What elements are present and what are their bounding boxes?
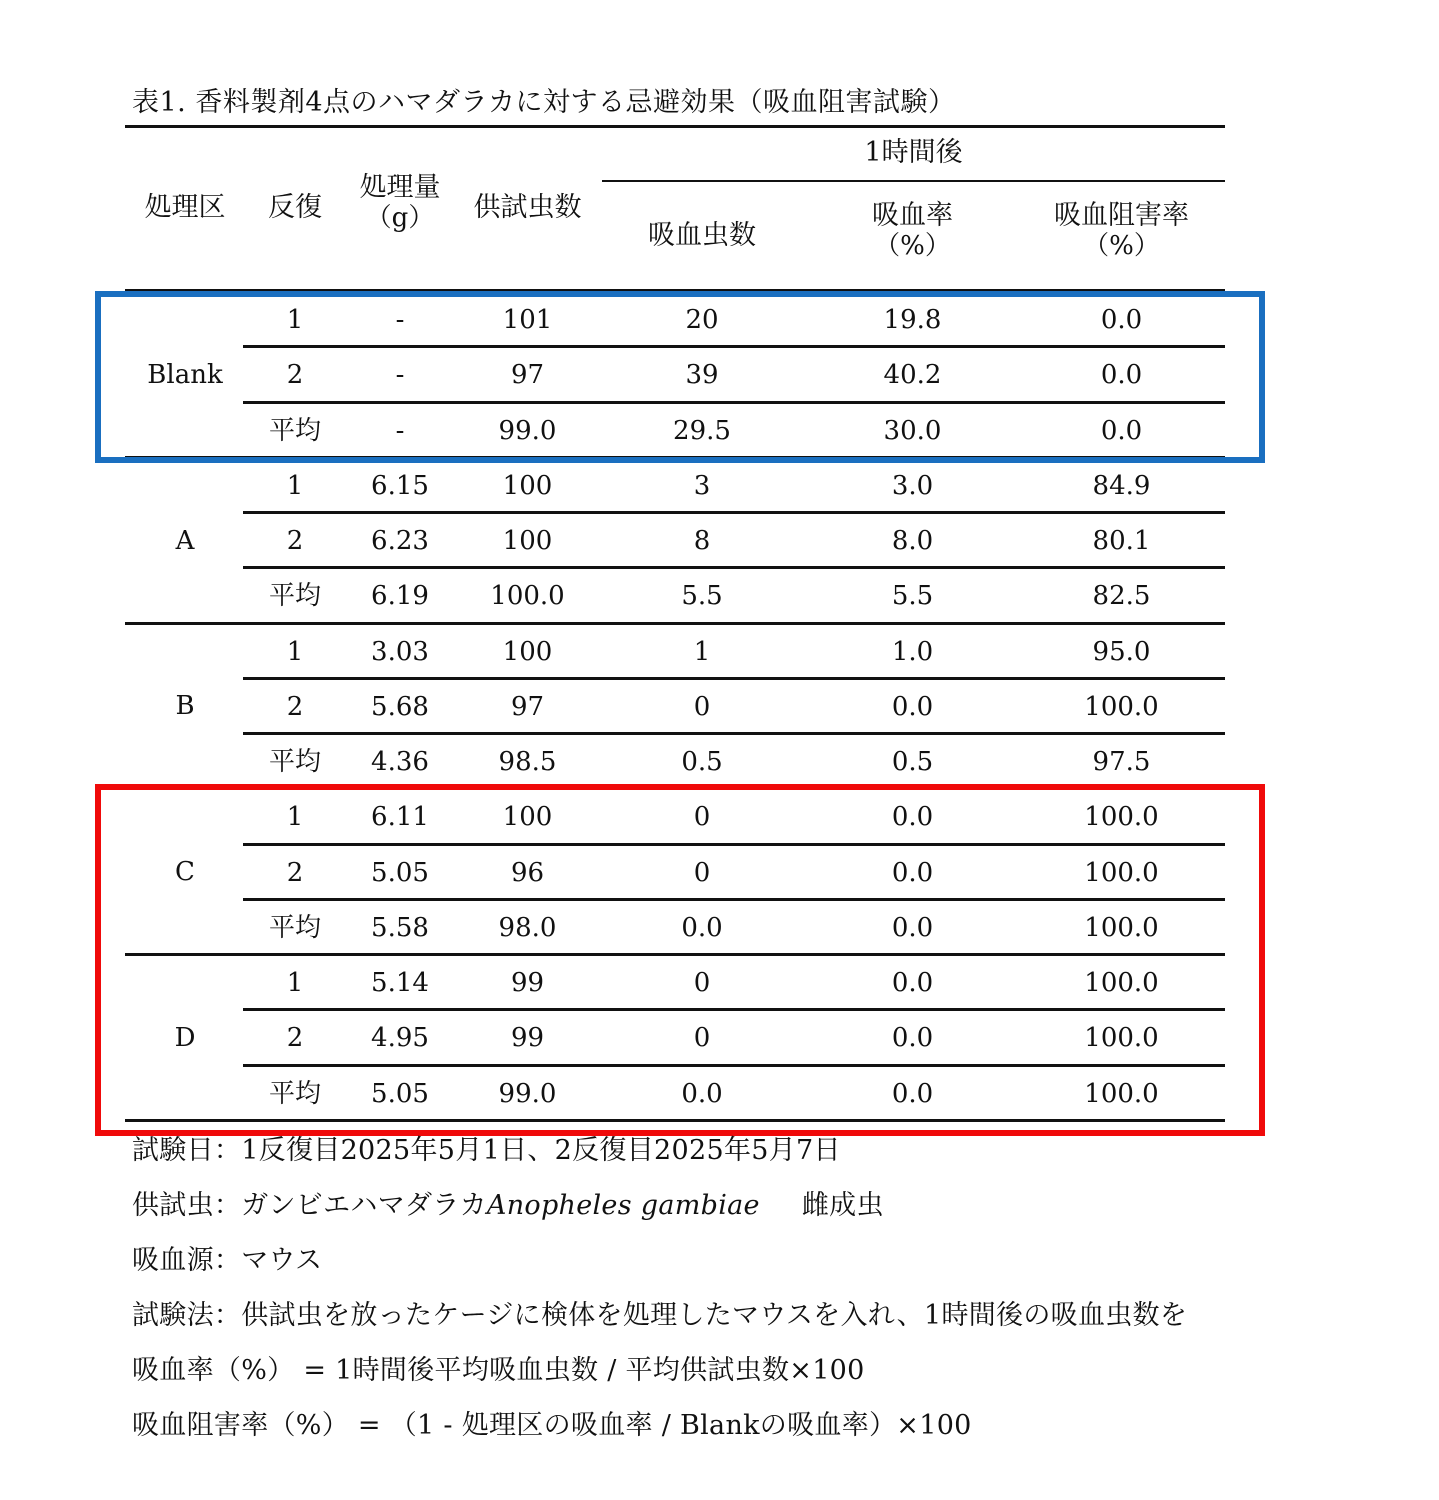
cell-fed: 0.0 (681, 1078, 723, 1109)
group-label: Blank (147, 359, 223, 390)
cell-rep: 1 (286, 802, 304, 833)
cell-amount: 3.03 (371, 636, 429, 667)
cell-inhibition: 82.5 (1092, 581, 1151, 612)
table-title: 表1. 香料製剤4点のハマダラカに対する忌避効果（吸血阻害試験） (132, 87, 956, 118)
cell-tested: 96 (510, 857, 545, 888)
header-fed: 吸血虫数 (648, 220, 756, 251)
cell-rate: 19.8 (883, 305, 942, 335)
cell-amount: 4.95 (371, 1023, 429, 1054)
cell-rate: 0.0 (891, 802, 934, 833)
cell-tested: 100.0 (490, 581, 565, 612)
group-label: B (175, 691, 195, 722)
cell-tested: 100 (502, 526, 553, 556)
cell-fed: 0 (693, 1023, 711, 1054)
note-insect-sex: 雌成虫 (801, 1190, 884, 1221)
cell-rate: 3.0 (891, 470, 934, 501)
note-method: 試験法：供試虫を放ったケージに検体を処理したマウスを入れ、1時間後の吸血虫数を (132, 1300, 1188, 1331)
header-rate-label: 吸血率 (872, 200, 953, 231)
cell-amount: 5.68 (371, 691, 429, 722)
cell-fed: 1 (693, 636, 711, 667)
group-separator-rule (125, 622, 1225, 625)
cell-rate: 1.0 (891, 636, 934, 667)
cell-rep: 平均 (268, 415, 321, 446)
cell-tested: 97 (510, 691, 545, 722)
cell-rate: 30.0 (883, 415, 942, 446)
cell-rate: 0.0 (891, 1023, 934, 1054)
cell-inhibition: 100.0 (1084, 691, 1159, 722)
group-label: A (175, 525, 195, 556)
cell-amount: 5.58 (371, 912, 429, 943)
cell-rep: 1 (286, 968, 304, 998)
cell-inhibition: 100.0 (1084, 912, 1159, 943)
cell-rep: 2 (286, 360, 304, 391)
cell-tested: 98.5 (498, 747, 557, 777)
header-after: 1時間後 (864, 137, 963, 168)
cell-tested: 98.0 (498, 912, 557, 943)
cell-inhibition: 0.0 (1100, 305, 1143, 335)
cell-rep: 1 (286, 470, 304, 501)
cell-rep: 2 (286, 526, 304, 556)
cell-amount: 5.14 (371, 968, 429, 998)
cell-amount: - (395, 415, 405, 446)
row-separator-rule (243, 677, 1225, 680)
row-separator-rule (243, 732, 1225, 735)
cell-rep: 1 (286, 305, 304, 335)
cell-amount: 6.19 (371, 581, 429, 612)
cell-inhibition: 100.0 (1084, 968, 1159, 998)
cell-fed: 0 (693, 857, 711, 888)
cell-inhibition: 0.0 (1100, 360, 1143, 391)
cell-fed: 0 (693, 802, 711, 833)
cell-rep: 平均 (268, 581, 321, 612)
note-inhibition-formula: 吸血阻害率（%） = （1 - 処理区の吸血率 / Blankの吸血率）×100 (132, 1410, 972, 1441)
cell-inhibition: 100.0 (1084, 1023, 1159, 1054)
top-rule (125, 125, 1225, 128)
group-label: D (174, 1022, 196, 1053)
cell-rate: 0.0 (891, 968, 934, 998)
cell-fed: 20 (685, 305, 719, 335)
cell-inhibition: 97.5 (1092, 747, 1151, 777)
cell-rate: 8.0 (891, 526, 934, 556)
note-rate-formula: 吸血率（%） = 1時間後平均吸血虫数 / 平均供試虫数×100 (132, 1355, 865, 1386)
note-insect-label: 供試虫：ガンビエハマダラカ (132, 1190, 487, 1221)
cell-fed: 39 (685, 360, 719, 391)
cell-rep: 平均 (268, 912, 321, 943)
header-amount (345, 173, 455, 233)
header-inhibition-unit: （%） (1083, 231, 1160, 261)
header-inhibition (1018, 201, 1225, 261)
cell-fed: 8 (693, 526, 711, 556)
cell-amount: - (395, 360, 405, 391)
header-group: 処理区 (144, 192, 226, 223)
cell-fed: 0 (693, 691, 711, 722)
header-amount-label: 処理量 (359, 172, 441, 203)
cell-amount: 6.11 (371, 802, 429, 833)
cell-rate: 0.0 (891, 857, 934, 888)
cell-amount: 5.05 (371, 857, 429, 888)
cell-tested: 100 (502, 470, 553, 501)
cell-tested: 97 (510, 360, 545, 391)
cell-fed: 0 (693, 968, 711, 998)
note-blood-source: 吸血源：マウス (132, 1245, 323, 1276)
cell-rep: 平均 (268, 1078, 321, 1109)
cell-inhibition: 95.0 (1092, 636, 1151, 667)
cell-fed: 0.5 (681, 747, 723, 777)
header-inhibition-label: 吸血阻害率 (1054, 200, 1189, 231)
cell-amount: 6.23 (371, 526, 429, 556)
cell-fed: 0.0 (681, 912, 723, 943)
cell-fed: 29.5 (673, 415, 731, 446)
cell-tested: 100 (502, 802, 553, 833)
cell-amount: 4.36 (371, 747, 429, 777)
cell-tested: 101 (502, 305, 553, 335)
group-label: C (175, 857, 195, 888)
cell-inhibition: 100.0 (1084, 1078, 1159, 1109)
header-amount-unit: （g） (365, 203, 435, 233)
row-separator-rule (243, 511, 1225, 514)
cell-rate: 40.2 (883, 360, 942, 391)
cell-rate: 0.0 (891, 691, 934, 722)
cell-tested: 99.0 (498, 415, 557, 446)
note-insect-species: Anopheles gambiae (486, 1190, 760, 1221)
cell-inhibition: 0.0 (1100, 415, 1143, 446)
cell-fed: 3 (693, 470, 711, 501)
note-test-insect (132, 1183, 884, 1222)
cell-fed: 5.5 (681, 581, 723, 612)
cell-inhibition: 84.9 (1092, 470, 1151, 501)
cell-rep: 2 (286, 857, 304, 888)
cell-tested: 99.0 (498, 1078, 557, 1109)
cell-tested: 100 (502, 636, 553, 667)
cell-rate: 0.5 (891, 747, 934, 777)
cell-inhibition: 100.0 (1084, 857, 1159, 888)
cell-rep: 2 (286, 691, 304, 722)
cell-rate: 0.0 (891, 912, 934, 943)
after-subheader-rule (602, 180, 1225, 182)
cell-rep: 1 (286, 636, 304, 667)
cell-rep: 平均 (268, 747, 321, 777)
cell-rate: 0.0 (891, 1078, 934, 1109)
header-tested: 供試虫数 (473, 192, 582, 223)
cell-inhibition: 80.1 (1092, 526, 1151, 556)
row-separator-rule (243, 566, 1225, 569)
cell-rate: 5.5 (891, 581, 934, 612)
note-test-date: 試験日：1反復目2025年5月1日、2反復目2025年5月7日 (132, 1135, 841, 1166)
cell-amount: 5.05 (371, 1078, 429, 1109)
cell-amount: 6.15 (371, 470, 429, 501)
cell-tested: 99 (510, 1023, 545, 1054)
header-rate-unit: （%） (874, 231, 951, 261)
cell-tested: 99 (510, 968, 545, 998)
cell-rep: 2 (286, 1023, 304, 1054)
cell-amount: - (395, 305, 405, 335)
cell-inhibition: 100.0 (1084, 802, 1159, 833)
header-rate (805, 201, 1020, 261)
cd-highlight-box (95, 784, 1265, 1136)
blank-highlight-box (95, 291, 1265, 463)
header-rep: 反復 (268, 192, 322, 223)
